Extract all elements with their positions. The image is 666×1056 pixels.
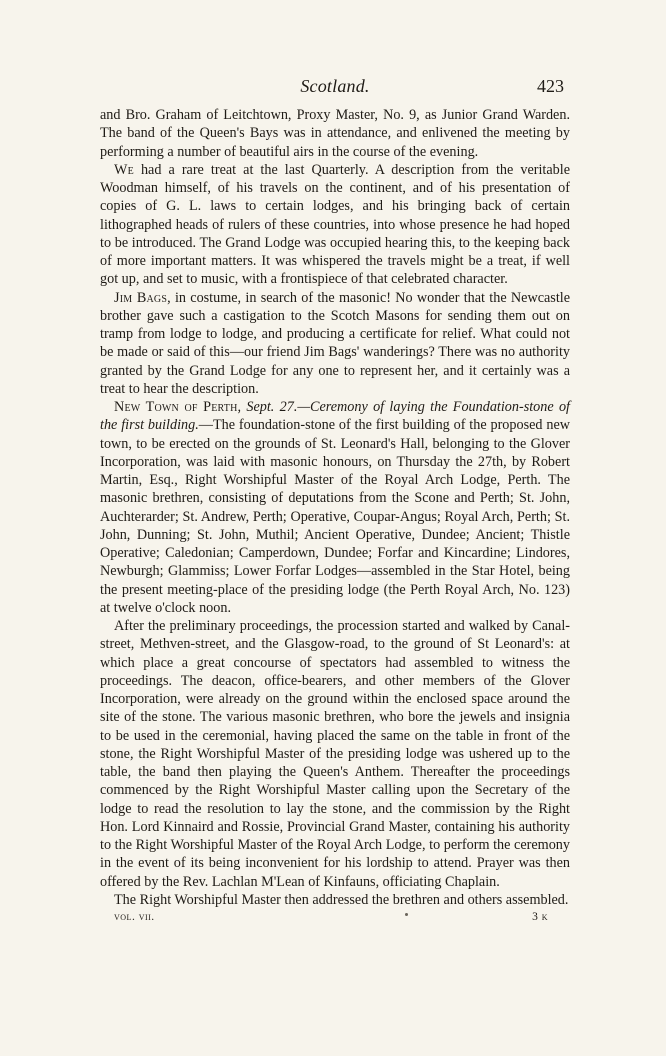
article-body: [100, 106, 570, 909]
paragraph-lead: Jim Bags: [114, 289, 168, 306]
section-title: —Ceremony of laying the Foundation-stone of the first building.: [100, 399, 570, 434]
book-page: [100, 66, 570, 1026]
paragraph: [100, 398, 570, 617]
signature-mark: 3 k: [532, 911, 548, 923]
page-footer: [100, 911, 570, 931]
paragraph: [100, 617, 570, 891]
paragraph-text: and Bro. Graham of Leitchtown, Proxy Master, No. 9, as Junior Grand Warden. The band of the Queen's Bays was in attendance, and enlivened the meeting by performing a number of beautiful airs in the course of the evening.: [100, 107, 570, 160]
section-date: , Sept. 27.: [237, 399, 298, 415]
paragraph: [100, 289, 570, 399]
page-number: 423: [537, 76, 564, 96]
paragraph-text: After the preliminary proceedings, the procession started and walked by Canal-street, Methven-street, and the Glasgow-road, to the ground of St Leonard's: at which place a great concourse of spectators had assembled to witness the proceedings. The deacon, office-bearers, and other members of the Glover Incorporation, were already on the ground within the enclosed space around the site of the stone. The various masonic brethren, who bore the jewels and insignia to be used in the ceremonial, having placed the same on the table in front of the stone, the Right Worshipful Master of the presiding lodge was ushered up to the table, the band then playing the Queen's Anthem. Thereafter the proceedings commenced by the Right Worshipful Master calling upon the Secretary of the lodge to read the resolution to lay the stone, and the commission by the Right Hon. Lord Kinnaird and Rossie, Provincial Grand Master, containing his authority to the Right Worshipful Master of the Royal Arch Lodge, to perform the ceremony in the event of its being inconvenient for his lordship to attend. Prayer was then offered by the Rev. Lachlan M'Lean of Kinfauns, officiating Chaplain.: [100, 618, 570, 890]
paragraph: [100, 106, 570, 161]
volume-mark: vol. vii.: [114, 911, 155, 923]
running-title: Scotland.: [300, 76, 370, 96]
paragraph-text: had a rare treat at the last Quarterly. A description from the veritable Woodman himself, of his travels on the continent, and of his presentation of copies of G. L. laws to certain lodges, and his bringing back of certain lithographed heads of rulers of these countries, into whose presence he had hoped to be introduced. The Grand Lodge was occupied hearing this, to the keeping back of more important matters. It was whispered the travels might be a treat, if well got up, and set to music, with a frontispiece of that celebrated character.: [100, 161, 570, 288]
paragraph: [100, 891, 570, 909]
section-heading: New Town of Perth: [114, 399, 238, 415]
paragraph-text: , in costume, in search of the masonic! No wonder that the Newcastle brother gave such a castigation to the Scotch Masons for sending them out on tramp from lodge to lodge, and producing a certificate for relief. What could not be made or said of this—our friend Jim Bags' wanderings? There was no authority granted by the Grand Lodge for any one to represent her, and it certainly was a treat to hear the description.: [100, 289, 570, 397]
paragraph-text: The Right Worshipful Master then addressed the brethren and others assembled.: [114, 891, 569, 908]
page-header: [100, 66, 570, 106]
paragraph-lead: We: [114, 161, 134, 178]
ink-speck: [405, 913, 408, 916]
paragraph-text: —The foundation-stone of the first building of the proposed new town, to be erected on the grounds of St. Leonard's Hall, belonging to the Glover Incorporation, was laid with masonic honours, on Thursday the 27th, by Robert Martin, Esq., Right Worshipful Master of the Royal Arch Lodge, Perth. The masonic brethren, consisting of deputations from the Scone and Perth; St. John, Auchterarder; St. Andrew, Perth; Operative, Coupar-Angus; Royal Arch, Perth; St. John, Dunning; St. John, Muthil; Ancient Operative, Dundee; Ancient; Thistle Operative; Caledonian; Camperdown, Dundee; Forfar and Kincardine; Lindores, Newburgh; Glammiss; Lower Forfar Lodges—assembled in the Star Hotel, being the present meeting-place of the presiding lodge (the Perth Royal Arch, No. 123) at twelve o'clock noon.: [100, 417, 570, 616]
paragraph: [100, 161, 570, 289]
